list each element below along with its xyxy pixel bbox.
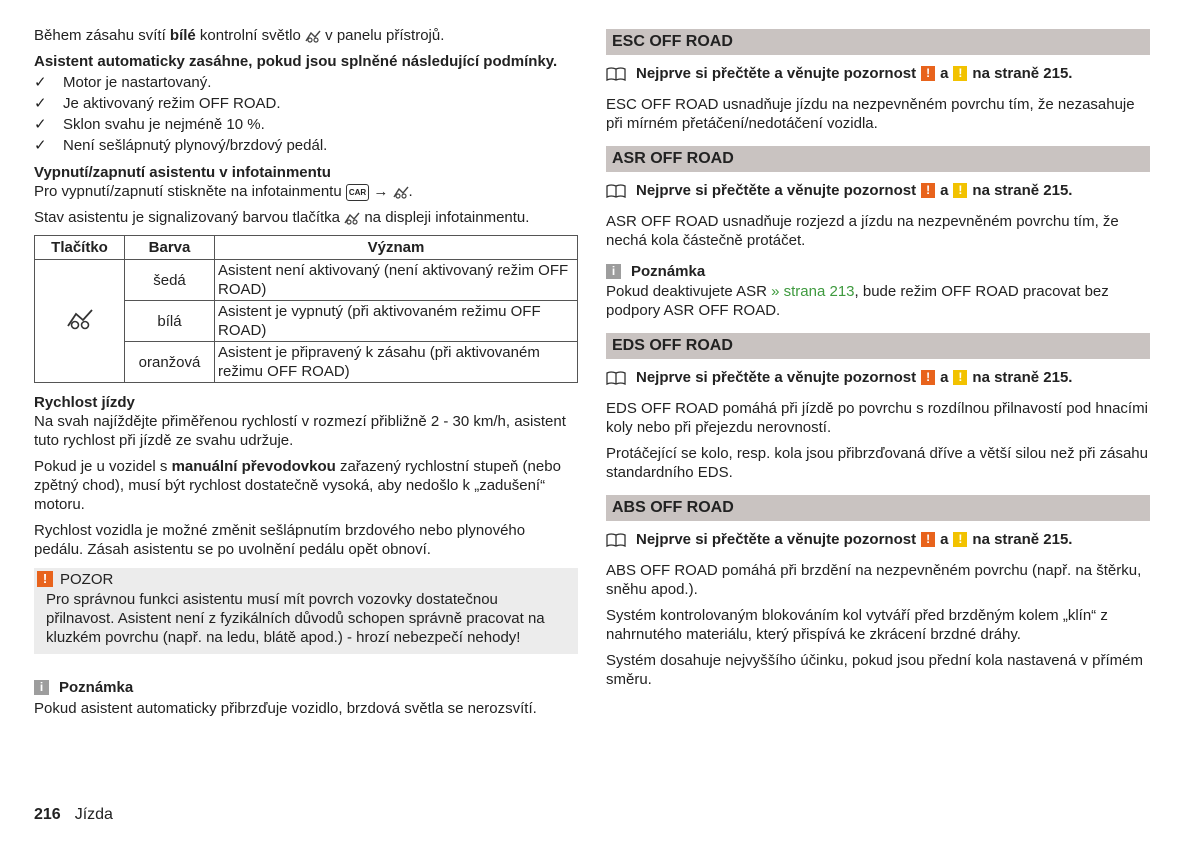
warning-icon: !	[37, 571, 53, 587]
arrow-icon: →	[373, 183, 389, 200]
gear-text-bold: manuální převodovkou	[171, 458, 336, 475]
gear-text: Pokud je u vozidel s	[34, 458, 172, 475]
read-first-line	[606, 64, 1150, 83]
read-first-line	[606, 181, 1150, 200]
condition-text: Je aktivovaný režim OFF ROAD.	[63, 95, 281, 112]
warning-box	[34, 568, 578, 654]
section-heading-abs: ABS OFF ROAD	[606, 495, 1150, 521]
read-first-text: Nejprve si přečtěte a věnujte pozornost	[636, 65, 917, 82]
condition-item	[34, 115, 578, 134]
table-cell-meaning: Asistent není aktivovaný (není aktivovaný režim OFF ROAD)	[215, 260, 578, 301]
note-title: Poznámka	[631, 262, 706, 280]
gear-text-end: zařazený rychlostní stupeň (nebo zpětný chod), musí být rychlost dostatečně vysoká, aby nedošlo k „zadušení“ motoru.	[34, 458, 561, 513]
state-text-end: na displeji infotainmentu.	[360, 209, 530, 226]
speed-heading: Rychlost jízdy	[34, 394, 135, 411]
toggle-paragraph	[34, 182, 578, 201]
read-first-page: na straně 215.	[972, 531, 1073, 548]
read-first-text: Nejprve si přečtěte a věnujte pozornost	[636, 369, 917, 386]
page-link[interactable]: » strana 213	[771, 283, 855, 300]
note-text-end: , bude režim OFF ROAD pracovat bez podpory ASR OFF ROAD.	[606, 283, 1109, 319]
table-cell-meaning: Asistent je vypnutý (při aktivovaném režimu OFF ROAD)	[215, 301, 578, 342]
book-icon	[606, 533, 626, 547]
abs-paragraph: Systém dosahuje nejvyššího účinku, pokud jsou přední kola nastavená v přímém směru.	[606, 652, 1143, 688]
warning-icon: !	[921, 532, 935, 547]
button-color-table	[34, 235, 578, 383]
table-cell-color: oranžová	[125, 342, 215, 383]
note-header	[606, 260, 1150, 282]
table-row	[35, 260, 578, 301]
condition-text: Sklon svahu je nejméně 10 %.	[63, 116, 265, 133]
check-mark-icon: ✓	[34, 116, 47, 133]
toggle-text-end: .	[408, 183, 413, 200]
conditions-heading: Asistent automaticky zasáhne, pokud jsou splněné následující podmínky.	[34, 53, 558, 70]
check-mark-icon: ✓	[34, 137, 47, 154]
read-first-and: a	[940, 369, 949, 386]
toggle-heading: Vypnutí/zapnutí asistentu v infotainmentu	[34, 164, 331, 181]
read-first-and: a	[940, 531, 949, 548]
info-icon: i	[34, 680, 49, 695]
hill-descent-icon	[344, 211, 360, 225]
hill-descent-icon	[66, 307, 94, 331]
note-header	[34, 676, 578, 698]
section-heading-esc: ESC OFF ROAD	[606, 29, 1150, 55]
table-cell-color: bílá	[125, 301, 215, 342]
gear-paragraph	[34, 457, 578, 514]
table-header-row	[35, 236, 578, 260]
abs-paragraph: Systém kontrolovaným blokováním kol vytváří před brzděným kolem „klín“ z nahrnutého materiálu, který přispívá ke zkrácení brzdné dráhy.	[606, 607, 1108, 643]
table-cell-color: šedá	[125, 260, 215, 301]
hill-descent-icon	[393, 185, 409, 199]
hill-descent-icon	[305, 29, 321, 43]
check-mark-icon: ✓	[34, 95, 47, 112]
condition-text: Motor je nastartovaný.	[63, 74, 212, 91]
abs-paragraph: ABS OFF ROAD pomáhá při brzdění na nezpevněném povrchu (např. na štěrku, sněhu apod.).	[606, 562, 1142, 598]
intro-text-2: kontrolní světlo	[195, 27, 301, 44]
esc-paragraph: ESC OFF ROAD usnadňuje jízdu na nezpevněném povrchu tím, že nezasahuje při mírném přetáčení/nedotáčení vozidla.	[606, 96, 1135, 132]
intro-text-end: v panelu přístrojů.	[320, 27, 445, 44]
intro-paragraph	[34, 26, 578, 45]
warning-icon: !	[921, 66, 935, 81]
read-first-page: na straně 215.	[972, 369, 1073, 386]
read-first-line	[606, 368, 1150, 387]
read-first-page: na straně 215.	[972, 65, 1073, 82]
warning-title: POZOR	[60, 570, 114, 588]
note-text: Pokud asistent automaticky přibrzďuje vozidlo, brzdová světla se nerozsvítí.	[34, 700, 537, 717]
condition-item	[34, 73, 578, 92]
note-text: Pokud deaktivujete ASR	[606, 283, 772, 300]
table-header: Tlačítko	[35, 236, 125, 260]
warning-icon: !	[921, 183, 935, 198]
caution-icon: !	[953, 370, 967, 385]
book-icon	[606, 371, 626, 385]
eds-paragraph: Protáčející se kolo, resp. kola jsou přibrzďovaná dříve a větší silou než při zásahu standardního EDS.	[606, 445, 1148, 481]
info-icon: i	[606, 264, 621, 279]
read-first-text: Nejprve si přečtěte a věnujte pozornost	[636, 531, 917, 548]
car-button-icon: CAR	[346, 184, 369, 201]
page-number: 216	[34, 806, 61, 823]
table-icon-cell	[35, 260, 125, 383]
right-column	[606, 29, 1150, 696]
book-icon	[606, 67, 626, 81]
caution-icon: !	[953, 183, 967, 198]
section-heading-asr: ASR OFF ROAD	[606, 146, 1150, 172]
section-heading-eds: EDS OFF ROAD	[606, 333, 1150, 359]
read-first-and: a	[940, 182, 949, 199]
book-icon	[606, 184, 626, 198]
read-first-line	[606, 530, 1150, 549]
speed-paragraph: Na svah najíždějte přiměřenou rychlostí v rozmezí přibližně 2 - 30 km/h, asistent tuto rychlost při jízdě ze svahu udržuje.	[34, 413, 566, 449]
state-paragraph	[34, 208, 578, 227]
asr-paragraph: ASR OFF ROAD usnadňuje rozjezd a jízdu na nezpevněném povrchu tím, že nechá kola částečně protáčet.	[606, 213, 1119, 249]
chapter-name: Jízda	[74, 806, 113, 823]
warning-header	[34, 568, 578, 590]
table-header: Význam	[215, 236, 578, 260]
condition-text: Není sešlápnutý plynový/brzdový pedál.	[63, 137, 328, 154]
warning-icon: !	[921, 370, 935, 385]
intro-text: Během zásahu svítí	[34, 27, 170, 44]
check-mark-icon: ✓	[34, 74, 47, 91]
toggle-text: Pro vypnutí/zapnutí stiskněte na infotainmentu	[34, 183, 342, 200]
intro-bold: bílé	[169, 27, 196, 44]
change-paragraph: Rychlost vozidla je možné změnit sešlápnutím brzdového nebo plynového pedálu. Zásah asistentu se po uvolnění pedálu opět obnoví.	[34, 522, 526, 558]
caution-icon: !	[953, 532, 967, 547]
table-header: Barva	[125, 236, 215, 260]
read-first-page: na straně 215.	[972, 182, 1073, 199]
table-cell-meaning: Asistent je připravený k zásahu (při aktivovaném režimu OFF ROAD)	[215, 342, 578, 383]
warning-text: Pro správnou funkci asistentu musí mít povrch vozovky dostatečnou přilnavost. Asistent není z fyzikálních důvodů schopen správně pracovat na kluzkém povrchu (např. na ledu, blátě apod.) - hrozí nebezpečí nehody!	[46, 591, 545, 646]
condition-item	[34, 136, 578, 155]
page-footer	[34, 805, 113, 824]
note-title: Poznámka	[59, 678, 134, 696]
caution-icon: !	[953, 66, 967, 81]
read-first-and: a	[940, 65, 949, 82]
state-text: Stav asistentu je signalizovaný barvou tlačítka	[34, 209, 340, 226]
read-first-text: Nejprve si přečtěte a věnujte pozornost	[636, 182, 917, 199]
left-column	[34, 26, 578, 725]
condition-item	[34, 94, 578, 113]
asr-note-text	[606, 282, 1150, 320]
eds-paragraph: EDS OFF ROAD pomáhá při jízdě po povrchu s rozdílnou přilnavostí pod hnacími koly nebo při přejezdu nerovností.	[606, 400, 1148, 436]
